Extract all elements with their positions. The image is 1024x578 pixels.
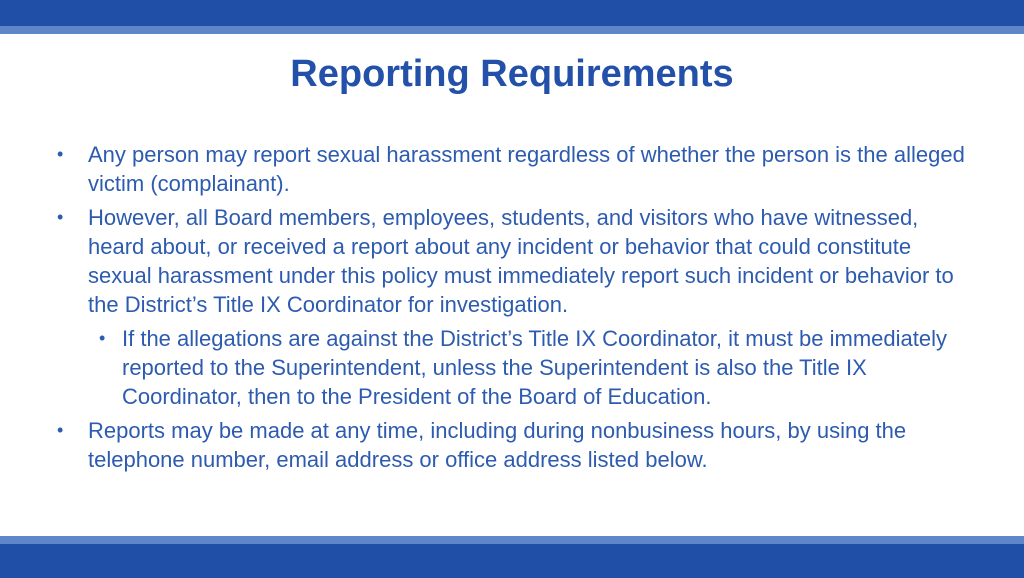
slide-body (55, 140, 965, 479)
bullet-dot: • (57, 144, 64, 164)
top-band-dark (0, 0, 1024, 26)
sub-bullet-item (55, 324, 965, 411)
bullet-item (55, 140, 965, 198)
bullet-text: If the allegations are against the District’s Title IX Coordinator, it must be immediately reported to the Superintendent, unless the Superintendent is also the Title IX Coordinator, then to the President of the Board of Education. (122, 326, 947, 409)
bullet-text: Reports may be made at any time, including during nonbusiness hours, by using the telephone number, email address or office address listed below. (88, 418, 907, 472)
bullet-text: However, all Board members, employees, students, and visitors who have witnessed, heard about, or received a report about any incident or behavior that could constitute sexual harassment under this policy must immediately report such incident or behavior to the District’s Title IX Coordinator for investigation. (88, 205, 954, 317)
bullet-text: Any person may report sexual harassment regardless of whether the person is the alleged victim (complainant). (88, 142, 965, 196)
bullet-item (55, 416, 965, 474)
bullet-dot: • (57, 420, 64, 440)
bullet-item (55, 203, 965, 319)
bullet-dot: • (57, 207, 64, 227)
bullet-dot: • (99, 328, 106, 348)
bottom-band-dark (0, 544, 1024, 578)
slide-title: Reporting Requirements (290, 53, 734, 95)
top-band-light (0, 26, 1024, 34)
bottom-band-light (0, 536, 1024, 544)
